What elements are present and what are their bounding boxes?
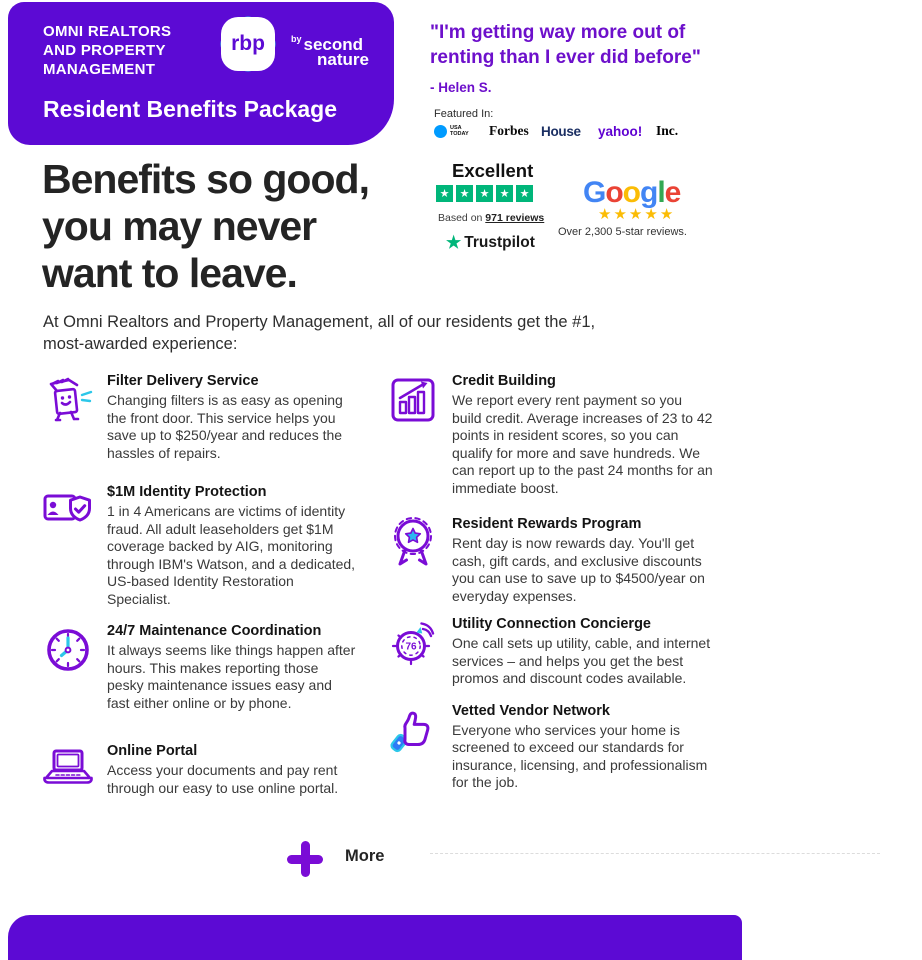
trustpilot-brand-label: Trustpilot	[464, 234, 535, 251]
inc-logo: Inc.	[656, 123, 679, 138]
google-star: ★	[598, 206, 614, 223]
google-star: ★	[644, 206, 660, 223]
google-star: ★	[628, 206, 645, 223]
trustpilot-rating-label: Excellent	[452, 160, 534, 181]
feature-description: It always seems like things happen after hours. This makes reporting those pesky maintenance issues easy and fast either online or by phone.	[107, 642, 356, 711]
company-name-line2: AND PROPERTY	[43, 42, 166, 59]
forbes-logo: Forbes	[489, 123, 529, 138]
feature-identity-protection	[40, 483, 385, 608]
feature-title: Resident Rewards Program	[452, 516, 642, 532]
features-column-left	[40, 372, 385, 798]
feature-title: Vetted Vendor Network	[452, 702, 610, 719]
headline-line1: Benefits so good,	[42, 156, 369, 202]
review-count-text: 971 reviews	[485, 212, 545, 224]
company-name-line1: OMNI REALTORS	[43, 23, 172, 40]
google-star: ★	[613, 206, 629, 223]
feature-title: 24/7 Maintenance Coordination	[107, 623, 322, 639]
utility-dial-icon	[385, 615, 441, 671]
headline-line2: you may never	[42, 203, 317, 249]
usa-today-line2: TODAY	[450, 131, 469, 137]
intro-line1: At Omni Realtors and Property Management, all of our residents get the #1,	[43, 313, 596, 331]
feature-description: Everyone who services your home is screened to exceed our standards for insurance, licensing, and professionalism for the job.	[452, 721, 708, 790]
by-label: by	[291, 34, 302, 44]
page-headline	[42, 156, 369, 297]
usa-today-circle-icon	[434, 125, 447, 138]
rbp-logo	[216, 12, 280, 76]
footer-bar	[8, 915, 742, 960]
usa-today-text	[450, 125, 469, 137]
google-stars	[598, 205, 675, 223]
quote-line1: "I'm getting way more out of	[430, 22, 686, 43]
google-letter: G	[583, 176, 606, 209]
feature-title: Utility Connection Concierge	[452, 616, 651, 632]
feature-title: $1M Identity Protection	[107, 484, 267, 500]
google-letter: l	[657, 176, 665, 209]
feature-online-portal	[40, 742, 385, 798]
google-letter: e	[664, 176, 681, 209]
testimonial-quote	[430, 20, 770, 100]
quote-line2: renting than I ever did before"	[430, 47, 701, 68]
trustpilot-star: ★	[456, 185, 473, 202]
house-logo: House	[541, 123, 581, 139]
utility-dial-value: 76	[405, 641, 417, 653]
company-name	[43, 22, 171, 79]
header-panel	[8, 2, 394, 145]
feature-description: One call sets up utility, cable, and internet services – and helps you get the best promos and discount codes available.	[452, 635, 711, 686]
filter-delivery-icon	[40, 372, 96, 428]
trustpilot-star-icon: ★	[446, 233, 462, 252]
company-name-line3: MANAGEMENT	[43, 61, 156, 78]
feature-vendor-network	[385, 702, 735, 792]
trustpilot-stars	[436, 185, 533, 202]
feature-filter-delivery	[40, 372, 385, 462]
second-label: second	[303, 35, 364, 54]
quote-attribution: - Helen S.	[430, 80, 492, 95]
featured-logos-row	[434, 121, 678, 141]
feature-title: Online Portal	[107, 743, 198, 759]
google-star: ★	[659, 206, 676, 223]
headline-line3: want to leave.	[42, 250, 297, 296]
based-on-prefix: Based on	[438, 212, 486, 224]
intro-line2: most-awarded experience:	[43, 334, 238, 353]
trustpilot-review-count	[438, 212, 544, 224]
feature-title: Filter Delivery Service	[107, 373, 259, 389]
second-nature-wordmark	[291, 32, 369, 67]
features-column-right	[385, 372, 735, 792]
feature-description: We report every rent payment so you build credit. Average increases of 23 to 42 points in resident scores, so you can qualify for more and save hundreds. We can report up to the past 24 months for an immediate boost.	[452, 392, 713, 496]
usa-today-line1: USA	[450, 125, 462, 131]
feature-description: 1 in 4 Americans are victims of identity fraud. All adult leaseholders get $1M coverage backed by AIG, monitoring through IBM's Watson, and a dedicated, US-based Identity Restoration Specialist.	[107, 503, 356, 607]
google-letter: g	[640, 176, 658, 209]
thumbs-up-icon	[385, 702, 441, 758]
google-review-caption: Over 2,300 5-star reviews.	[558, 226, 687, 238]
dashed-divider	[430, 853, 880, 854]
feature-title: Credit Building	[452, 373, 556, 389]
feature-description: Changing filters is as easy as opening the front door. This service helps you save up to $250/year and reduces the hassles of repairs.	[107, 392, 343, 461]
identity-protection-icon	[40, 483, 96, 539]
clock-icon	[40, 622, 96, 678]
feature-description: Rent day is now rewards day. You'll get cash, gift cards, and exclusive discounts you can use to save up to $4500/year on everyday expenses.	[452, 535, 705, 604]
package-title: Resident Benefits Package	[43, 96, 338, 122]
rbp-monogram: rbp	[221, 17, 275, 71]
rewards-medal-icon	[385, 515, 441, 571]
featured-in-label: Featured In:	[434, 108, 494, 120]
trustpilot-star: ★	[516, 185, 533, 202]
nature-label: nature	[317, 50, 369, 69]
feature-description: Access your documents and pay rent through our easy to use online portal.	[107, 762, 339, 796]
google-letter: o	[605, 176, 623, 209]
intro-paragraph	[43, 312, 595, 355]
trustpilot-star: ★	[496, 185, 513, 202]
yahoo-logo: yahoo!	[598, 123, 643, 139]
feature-rewards-program	[385, 515, 735, 605]
usa-today-logo	[434, 125, 489, 138]
plus-icon[interactable]	[287, 841, 323, 877]
feature-utility-concierge	[385, 615, 735, 688]
feature-credit-building	[385, 372, 735, 497]
trustpilot-brand	[446, 233, 535, 253]
google-letter: o	[622, 176, 640, 209]
laptop-icon	[40, 742, 96, 798]
more-label[interactable]: More	[345, 847, 385, 865]
feature-maintenance	[40, 622, 385, 712]
credit-chart-icon	[385, 372, 441, 428]
trustpilot-star: ★	[476, 185, 493, 202]
trustpilot-star: ★	[436, 185, 453, 202]
